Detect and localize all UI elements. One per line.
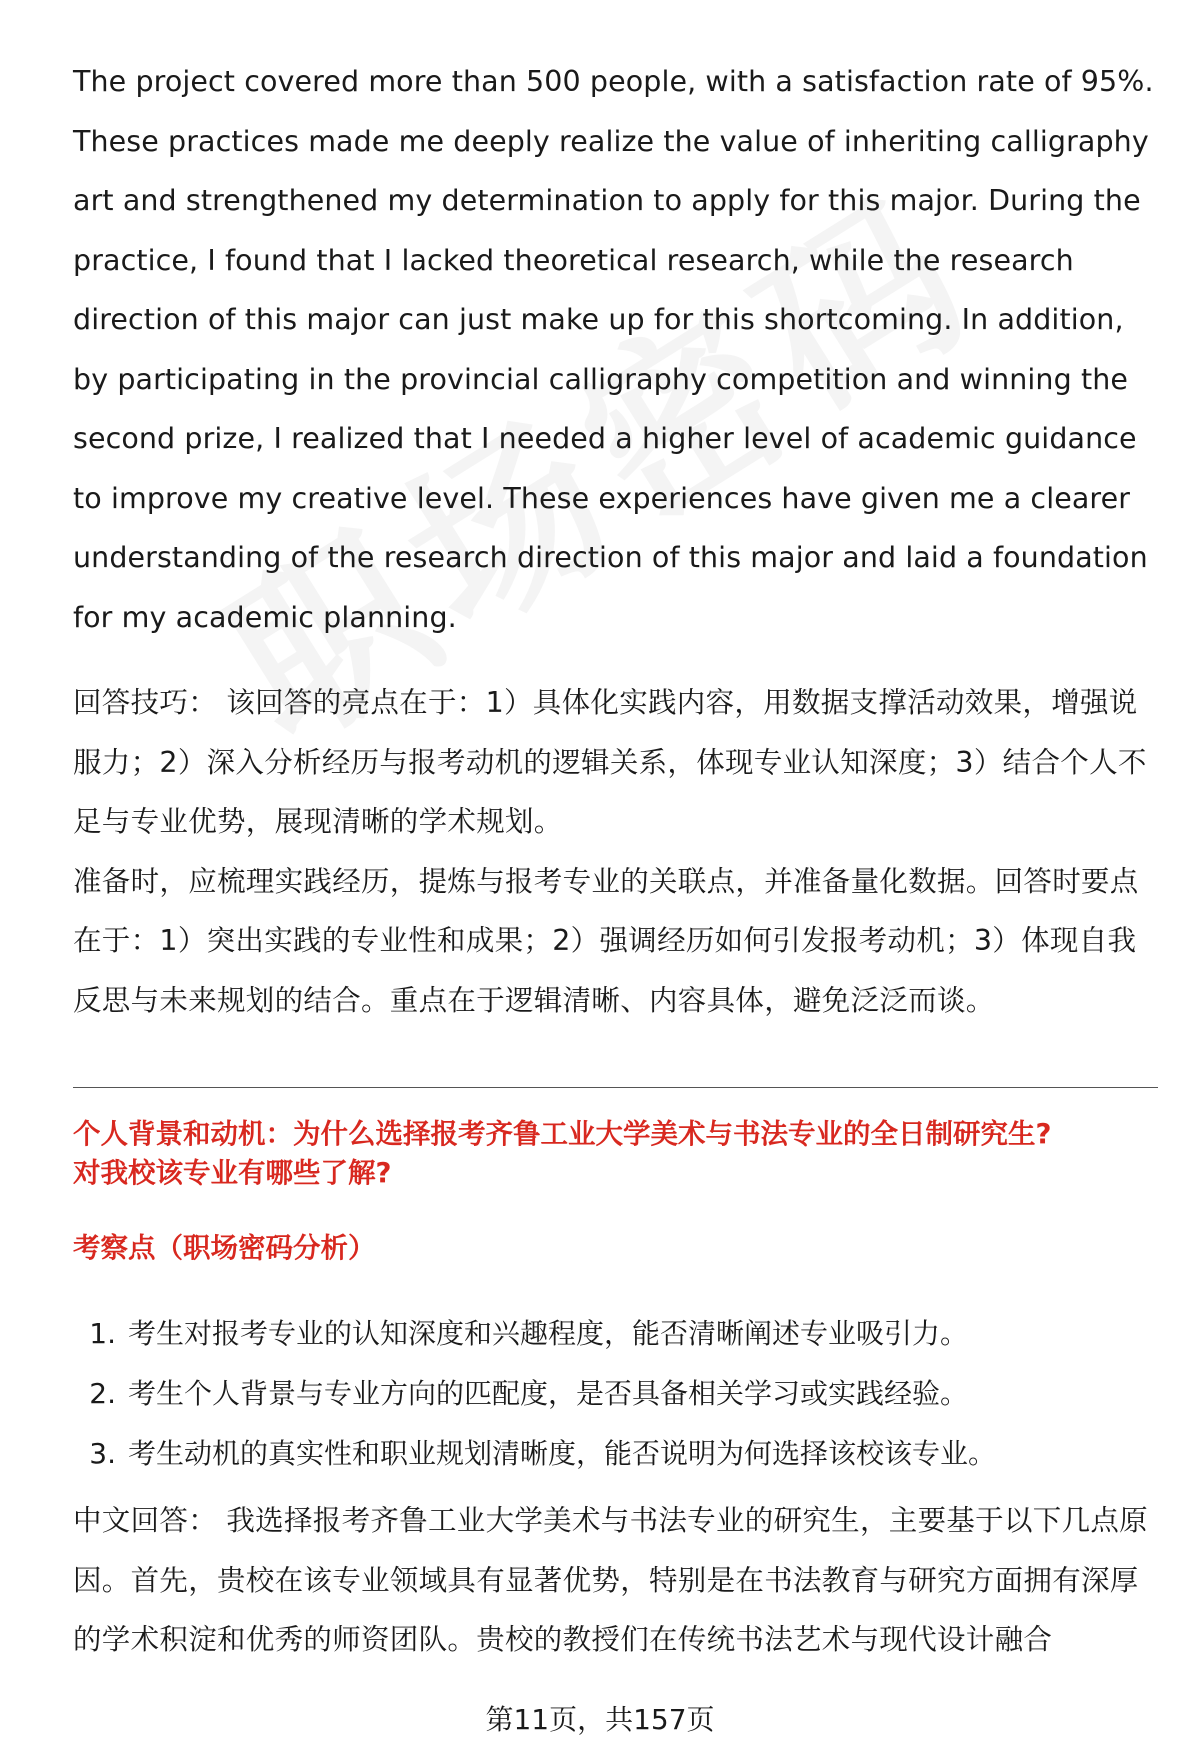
tips-text: 该回答的亮点在于：1）具体化实践内容，用数据支撑活动效果，增强说服力；2）深入分析经历与报考动机的逻辑关系，体现专业认知深度；3）结合个人不足与专业优势，展现清晰的学术规划。 <box>73 686 1147 838</box>
document-body <box>73 52 1158 1030</box>
list-number: 2. <box>89 1377 116 1410</box>
page-number: 第11页，共157页 <box>485 1703 715 1736</box>
answer-label: 中文回答： <box>73 1504 218 1537</box>
list-number: 1. <box>89 1317 116 1350</box>
list-item <box>73 1304 1158 1364</box>
list-text: 考生个人背景与专业方向的匹配度，是否具备相关学习或实践经验。 <box>128 1377 969 1410</box>
answer-text: 我选择报考齐鲁工业大学美术与书法专业的研究生，主要基于以下几点原因。首先，贵校在该专业领域具有显著优势，特别是在书法教育与研究方面拥有深厚的学术积淀和优秀的师资团队。贵校的教授们在传统书法艺术与现代设计融合 <box>73 1504 1148 1656</box>
tips-label: 回答技巧： <box>73 686 218 719</box>
preparation-advice: 准备时，应梳理实践经历，提炼与报考专业的关联点，并准备量化数据。回答时要点在于：1）突出实践的专业性和成果；2）强调经历如何引发报考动机；3）体现自我反思与未来规划的结合。重点在于逻辑清晰、内容具体，避免泛泛而谈。 <box>73 864 1139 1017</box>
list-text: 考生动机的真实性和职业规划清晰度，能否说明为何选择该校该专业。 <box>128 1437 997 1470</box>
question-line-1: 个人背景和动机：为什么选择报考齐鲁工业大学美术与书法专业的全日制研究生? <box>73 1118 1052 1150</box>
section-divider <box>73 1087 1158 1088</box>
answer-tips <box>73 673 1158 852</box>
list-item <box>73 1424 1158 1484</box>
intro-paragraph: The project covered more than 500 people, with a satisfaction rate of 95%. These practices made me deeply realize the value of inheriting calligraphy art and strengthened my determination to apply for this major. During the practice, I found that I lacked theoretical research, while the research direction of this major can just make up for this shortcoming. In addition, by participating in the provincial calligraphy competition and winning the second prize, I realized that I needed a higher level of academic guidance to improve my creative level. These experiences have given me a clearer understanding of the research direction of this major and laid a foundation for my academic planning. <box>73 65 1154 634</box>
list-item <box>73 1364 1158 1424</box>
focus-title: 考察点（职场密码分析） <box>73 1232 376 1264</box>
list-text: 考生对报考专业的认知深度和兴趣程度，能否清晰阐述专业吸引力。 <box>128 1317 969 1350</box>
focus-points-list <box>73 1304 1158 1484</box>
question-heading <box>73 1115 1163 1193</box>
question-line-2: 对我校该专业有哪些了解? <box>73 1157 392 1189</box>
chinese-answer <box>73 1491 1163 1670</box>
list-number: 3. <box>89 1437 116 1470</box>
